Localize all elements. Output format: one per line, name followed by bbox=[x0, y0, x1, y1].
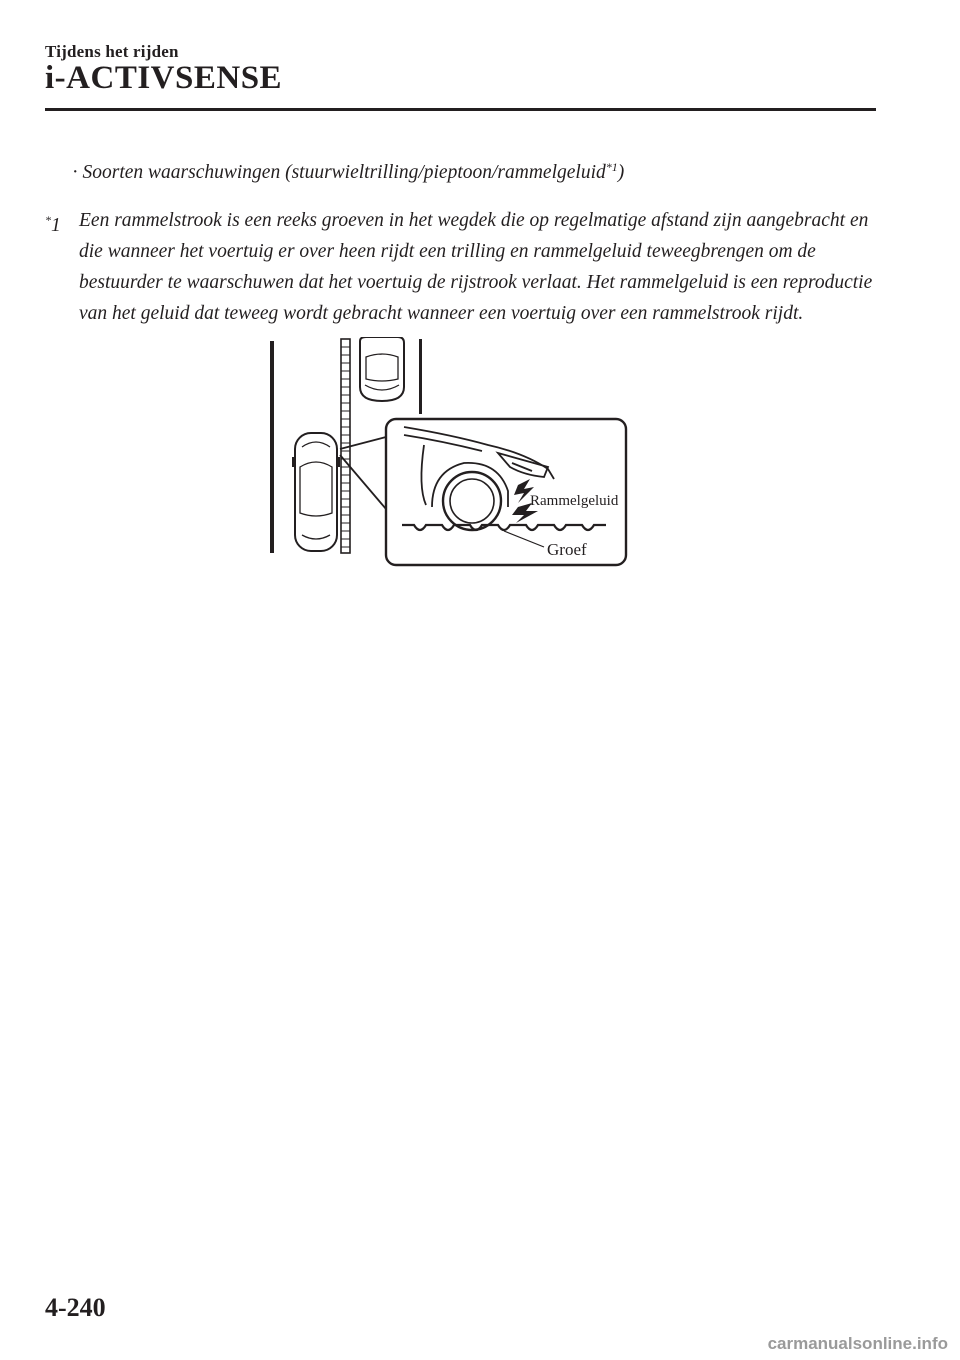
label-groef: Groef bbox=[547, 540, 587, 559]
rumble-strip-illustration bbox=[262, 337, 632, 567]
watermark: carmanualsonline.info bbox=[767, 1334, 948, 1353]
title-rule bbox=[45, 108, 876, 111]
wheel-icon bbox=[443, 472, 501, 530]
lane-line-right bbox=[419, 339, 422, 414]
footnote-asterisk: * bbox=[45, 213, 51, 227]
bullet-close: ) bbox=[617, 162, 625, 183]
page-number: 4-240 bbox=[45, 1293, 106, 1322]
bullet-footnote-ref: *1 bbox=[605, 160, 618, 174]
car-ahead-icon bbox=[360, 337, 404, 401]
label-rammelgeluid: Rammelgeluid bbox=[530, 493, 619, 509]
footnote-marker bbox=[45, 205, 61, 241]
bullet-line bbox=[72, 160, 624, 184]
own-car-icon bbox=[292, 433, 340, 551]
footnote-text: Een rammelstrook is een reeks groeven in het wegdek die op regelmatige afstand zijn aangebracht en die wanneer het voertuig er over heen rijdt een trilling en rammelgeluid teweegbrengen om de bestuurder te waarschuwen dat het voertuig de rijstrook verlaat. Het rammelgeluid is een reproductie van het geluid dat teweeg wordt gebracht wanneer een voertuig over een rammelstrook rijdt. bbox=[79, 210, 873, 324]
bullet-text: Soorten waarschuwingen (stuurwieltrilling/pieptoon/rammelgeluid bbox=[82, 162, 606, 183]
chapter-title: i-ACTIVSENSE bbox=[45, 60, 283, 96]
footnote-number: 1 bbox=[51, 215, 61, 236]
footnote bbox=[45, 205, 880, 329]
bullet-dot: · bbox=[72, 162, 79, 183]
section-label: Tijdens het rijden bbox=[45, 42, 179, 61]
road-edge-line bbox=[270, 341, 274, 553]
